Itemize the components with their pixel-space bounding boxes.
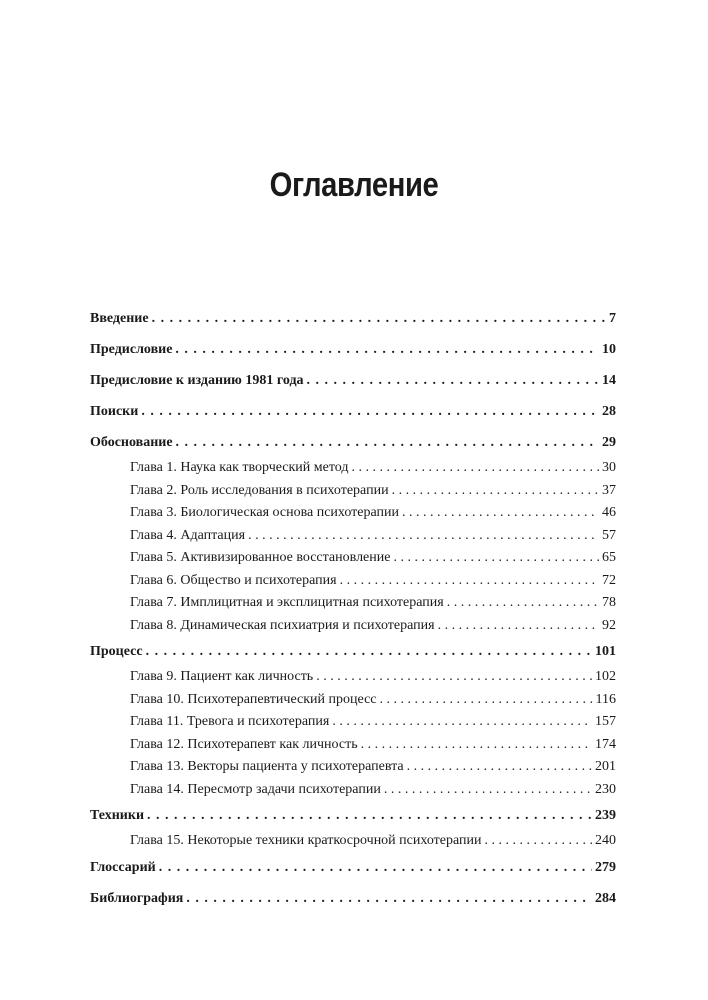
table-of-contents xyxy=(90,308,616,909)
dot-leader xyxy=(384,779,592,802)
dot-leader xyxy=(392,480,599,503)
toc-page-number: 230 xyxy=(595,781,616,797)
toc-page-number: 28 xyxy=(602,404,616,419)
dot-leader xyxy=(485,830,593,853)
toc-page-number: 102 xyxy=(595,669,616,684)
dot-leader xyxy=(393,547,599,570)
toc-page-number: 10 xyxy=(602,342,616,357)
toc-page-number: 279 xyxy=(595,859,616,875)
toc-page-number: 14 xyxy=(602,373,616,388)
toc-entry-process[interactable] xyxy=(90,641,616,662)
toc-entry-chapter-2[interactable] xyxy=(90,480,616,503)
toc-entry-chapter-6[interactable] xyxy=(90,570,616,593)
toc-label: Предисловие xyxy=(90,342,173,357)
dot-leader xyxy=(407,756,592,779)
toc-entry-chapter-14[interactable] xyxy=(90,779,616,802)
toc-label: Глава 11. Тревога и психотерапия xyxy=(130,714,330,729)
toc-label: Глава 13. Векторы пациента у психотерапевта xyxy=(130,759,404,774)
toc-label: Глава 15. Некоторые техники краткосрочной психотерапии xyxy=(130,833,482,848)
toc-entry-intro[interactable] xyxy=(90,308,616,329)
toc-entry-chapter-11[interactable] xyxy=(90,711,616,734)
toc-page-number: 201 xyxy=(595,759,616,774)
dot-leader xyxy=(316,666,592,689)
toc-page-number: 46 xyxy=(602,505,616,520)
toc-entry-rationale[interactable] xyxy=(90,432,616,453)
dot-leader xyxy=(340,570,599,593)
dot-leader xyxy=(402,502,599,525)
dot-leader xyxy=(352,457,599,480)
toc-label: Техники xyxy=(90,808,145,823)
dot-leader xyxy=(361,734,592,757)
toc-entry-chapter-9[interactable] xyxy=(90,666,616,689)
toc-label: Глава 2. Роль исследования в психотерапии xyxy=(130,482,389,498)
toc-label: Глава 9. Пациент как личность xyxy=(130,669,314,684)
toc-entry-chapter-13[interactable] xyxy=(90,756,616,779)
toc-page-number: 116 xyxy=(595,691,616,707)
toc-entry-techniques[interactable] xyxy=(90,805,616,826)
toc-entry-glossary[interactable] xyxy=(90,857,616,878)
toc-page-number: 57 xyxy=(602,527,616,543)
toc-label: Глоссарий xyxy=(90,859,156,875)
toc-entry-bibliography[interactable] xyxy=(90,888,616,909)
toc-entry-chapter-3[interactable] xyxy=(90,502,616,525)
page-title: Оглавление xyxy=(269,165,439,204)
dot-leader xyxy=(141,401,599,422)
toc-entry-chapter-12[interactable] xyxy=(90,734,616,757)
toc-entry-chapter-10[interactable] xyxy=(90,689,616,712)
toc-label: Предисловие к изданию 1981 года xyxy=(90,373,304,388)
toc-entry-foreword[interactable] xyxy=(90,339,616,360)
toc-page-number: 92 xyxy=(602,617,616,633)
toc-label: Глава 5. Активизированное восстановление xyxy=(130,550,391,565)
dot-leader xyxy=(152,308,606,329)
toc-page-number: 284 xyxy=(595,890,616,906)
dot-leader xyxy=(438,615,599,638)
toc-page-number: 78 xyxy=(602,595,616,610)
toc-entry-chapter-7[interactable] xyxy=(90,592,616,615)
dot-leader xyxy=(332,711,592,734)
dot-leader xyxy=(380,689,593,712)
toc-page-number: 37 xyxy=(602,482,616,498)
toc-label: Глава 12. Психотерапевт как личность xyxy=(130,736,358,752)
toc-page-number: 29 xyxy=(602,435,616,450)
dot-leader xyxy=(159,857,592,878)
dot-leader xyxy=(175,339,599,360)
toc-label: Глава 3. Биологическая основа психотерапии xyxy=(130,505,400,520)
toc-label: Глава 1. Наука как творческий метод xyxy=(130,460,349,475)
toc-label: Глава 6. Общество и психотерапия xyxy=(130,572,337,588)
toc-page-number: 65 xyxy=(602,550,616,565)
toc-entry-chapter-4[interactable] xyxy=(90,525,616,548)
toc-label: Библиография xyxy=(90,890,184,906)
toc-page-number: 72 xyxy=(602,572,616,588)
toc-entry-chapter-1[interactable] xyxy=(90,457,616,480)
toc-page-number: 239 xyxy=(595,808,616,823)
toc-page-number: 30 xyxy=(602,460,616,475)
dot-leader xyxy=(186,888,592,909)
toc-label: Процесс xyxy=(90,644,143,659)
toc-page-number: 7 xyxy=(609,311,616,326)
dot-leader xyxy=(307,370,599,391)
toc-page-number: 101 xyxy=(595,644,616,659)
toc-page-number: 157 xyxy=(595,714,616,729)
dot-leader xyxy=(146,641,592,662)
toc-label: Введение xyxy=(90,311,149,326)
dot-leader xyxy=(248,525,599,548)
toc-entry-chapter-5[interactable] xyxy=(90,547,616,570)
dot-leader xyxy=(147,805,592,826)
toc-label: Поиски xyxy=(90,404,139,419)
toc-label: Глава 4. Адаптация xyxy=(130,527,246,543)
toc-label: Обоснование xyxy=(90,435,173,450)
dot-leader xyxy=(176,432,599,453)
toc-entry-chapter-15[interactable] xyxy=(90,830,616,853)
toc-entry-chapter-8[interactable] xyxy=(90,615,616,638)
toc-page-number: 174 xyxy=(595,736,616,752)
toc-label: Глава 7. Имплицитная и эксплицитная психотерапия xyxy=(130,595,444,610)
toc-entry-search[interactable] xyxy=(90,401,616,422)
toc-page-number: 240 xyxy=(595,833,616,848)
dot-leader xyxy=(447,592,599,615)
toc-label: Глава 10. Психотерапевтический процесс xyxy=(130,691,377,707)
toc-label: Глава 8. Динамическая психиатрия и психотерапия xyxy=(130,617,435,633)
toc-entry-foreword-1981[interactable] xyxy=(90,370,616,391)
toc-label: Глава 14. Пересмотр задачи психотерапии xyxy=(130,781,381,797)
